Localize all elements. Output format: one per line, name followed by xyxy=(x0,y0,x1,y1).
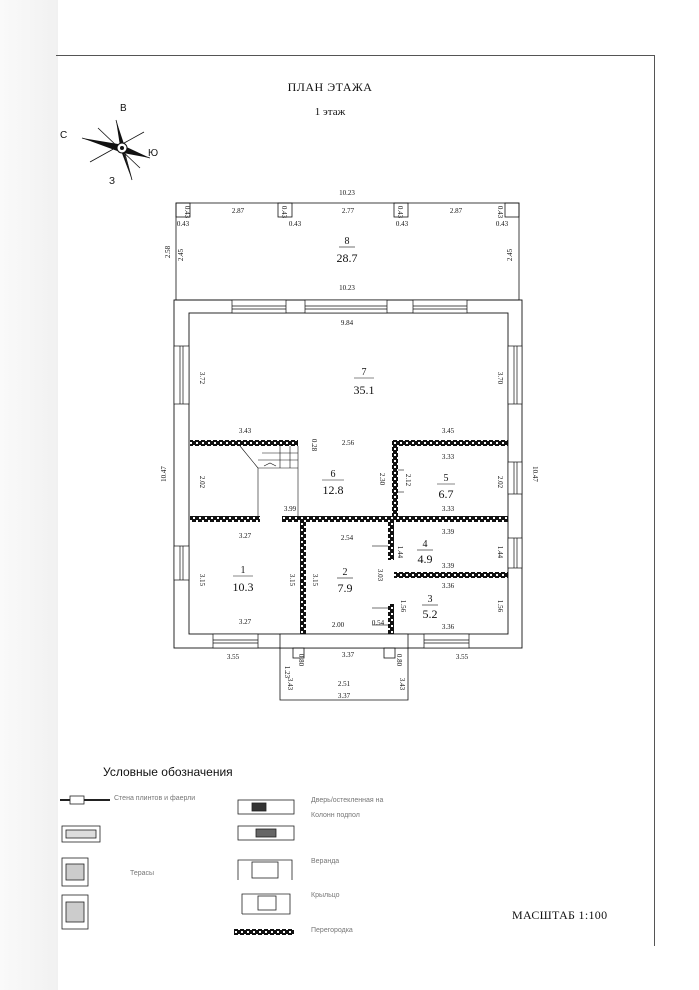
room-2-number: 2 xyxy=(342,567,348,578)
dim-post-1: 0.43 xyxy=(176,220,190,228)
dim-bottom-mid: 3.37 xyxy=(341,651,355,659)
room-5-number: 5 xyxy=(443,473,449,484)
dim-veranda-left-outer: 2.58 xyxy=(164,245,172,259)
dim-stair-top: 3.43 xyxy=(238,427,252,435)
legend-item-door: Дверь/остекленная на xyxy=(311,797,384,804)
dim-porch-left-b: 0.80 xyxy=(297,653,305,667)
dim-room3-left: 1.56 xyxy=(399,599,407,613)
dim-veranda-seg-2: 2.77 xyxy=(341,207,355,215)
dim-porch-inner: 2.51 xyxy=(337,680,351,688)
windows xyxy=(174,300,522,648)
dim-room3-right: 1.56 xyxy=(496,599,504,613)
dim-veranda-seg-1: 2.87 xyxy=(231,207,245,215)
legend-symbols xyxy=(60,796,294,935)
dim-bottom-left: 3.55 xyxy=(226,653,240,661)
room-2-area: 7.9 xyxy=(337,581,353,595)
dim-room6-mid: 2.30 xyxy=(378,472,386,486)
dim-room4-right: 1.44 xyxy=(496,545,504,559)
dim-room6-small: 2.12 xyxy=(404,473,412,487)
dim-room6-top: 2.56 xyxy=(341,439,355,447)
dim-room4-top: 3.39 xyxy=(441,528,455,536)
dim-room3-bottom: 3.36 xyxy=(441,623,455,631)
room-5-area: 6.7 xyxy=(438,487,454,501)
room-8-number: 8 xyxy=(344,236,350,247)
dim-stair-width: 0.28 xyxy=(310,438,318,452)
dim-room6-left: 2.02 xyxy=(198,475,206,489)
dim-room5-outer: 3.45 xyxy=(441,427,455,435)
dim-room1-top: 3.27 xyxy=(238,532,252,540)
legend-item-porch: Крыльцо xyxy=(311,892,340,899)
dim-post-4: 0.43 xyxy=(495,220,509,228)
room-6-number: 6 xyxy=(330,469,336,480)
legend-item-wall: Стена плинтов и фаерли xyxy=(114,795,196,802)
legend-item-column: Колонн подпол xyxy=(311,812,360,819)
dim-room7-left: 3.72 xyxy=(198,371,206,385)
dim-room2-left: 3.15 xyxy=(311,573,319,587)
dim-house-top: 10.23 xyxy=(339,284,355,292)
compass-north-label: С xyxy=(60,130,68,141)
exterior-wall xyxy=(174,300,522,648)
dim-post-v-2: 0.43 xyxy=(280,205,288,219)
room-7-area: 35.1 xyxy=(353,383,375,397)
dim-room7-right: 3.70 xyxy=(496,371,504,385)
dim-post-3: 0.43 xyxy=(395,220,409,228)
room-4-number: 4 xyxy=(422,539,428,550)
compass-south-label: Ю xyxy=(148,148,159,159)
dim-room4-bottom: 3.39 xyxy=(441,562,455,570)
dim-room4-side: 1.44 xyxy=(396,545,404,559)
dim-room3-top: 3.36 xyxy=(441,582,455,590)
legend-item-terrace: Терасы xyxy=(130,870,155,877)
floor-label: 1 этаж xyxy=(314,106,346,118)
dim-veranda-seg-3: 2.87 xyxy=(449,207,463,215)
dim-veranda-total: 10.23 xyxy=(339,189,355,197)
room-8-area: 28.7 xyxy=(336,251,358,265)
dim-room1-left: 3.15 xyxy=(198,573,206,587)
dim-post-v-4: 0.43 xyxy=(496,205,504,219)
dim-post-v-1: 0.43 xyxy=(183,205,191,219)
room-6-area: 12.8 xyxy=(322,483,344,497)
room-4-area: 4.9 xyxy=(417,552,433,566)
dim-porch-right-c: 3.43 xyxy=(398,677,406,691)
legend-title: Условные обозначения xyxy=(103,765,233,779)
dim-room5-right: 2.02 xyxy=(496,475,504,489)
dim-house-right: 10.47 xyxy=(531,466,539,482)
dim-room2-right: 3.03 xyxy=(376,568,384,582)
dim-post-2: 0.43 xyxy=(288,220,302,228)
scale-label: МАСШТАБ 1:100 xyxy=(512,908,608,922)
dim-room2-gap: 0.54 xyxy=(371,619,385,627)
dim-room1-right: 3.15 xyxy=(288,573,296,587)
dim-room1-bottom: 3.27 xyxy=(238,618,252,626)
dim-porch-left-c: 3.43 xyxy=(286,677,294,691)
room-1-area: 10.3 xyxy=(232,580,254,594)
legend-item-partition: Перегородка xyxy=(311,927,353,934)
room-1-number: 1 xyxy=(240,565,246,576)
compass-west-label: З xyxy=(109,176,116,187)
dim-bottom-right: 3.55 xyxy=(455,653,469,661)
dim-veranda-left-inner: 2.45 xyxy=(177,248,185,262)
legend-item-veranda: Веранда xyxy=(311,858,340,865)
dim-house-left: 10.47 xyxy=(160,466,168,482)
dim-porch-left-a: 1.23 xyxy=(283,665,291,679)
dim-porch-outer: 3.37 xyxy=(337,692,351,700)
dim-porch-right-b: 0.80 xyxy=(395,653,403,667)
compass-east-label: В xyxy=(120,103,127,114)
room-7-number: 7 xyxy=(361,367,367,378)
dim-room6-bottom: 3.99 xyxy=(283,505,297,513)
room-3-area: 5.2 xyxy=(422,607,438,621)
dim-post-v-3: 0.43 xyxy=(396,205,404,219)
porch xyxy=(280,634,408,700)
dim-room2-top: 2.54 xyxy=(340,534,354,542)
dim-room5-top: 3.33 xyxy=(441,453,455,461)
dim-room7-width: 9.84 xyxy=(340,319,354,327)
plan-title: ПЛАН ЭТАЖА xyxy=(287,80,373,94)
dim-room2-bottom: 2.00 xyxy=(331,621,345,629)
room-3-number: 3 xyxy=(427,594,433,605)
dim-veranda-right: 2.45 xyxy=(506,248,514,262)
dim-room5-bottom: 3.33 xyxy=(441,505,455,513)
